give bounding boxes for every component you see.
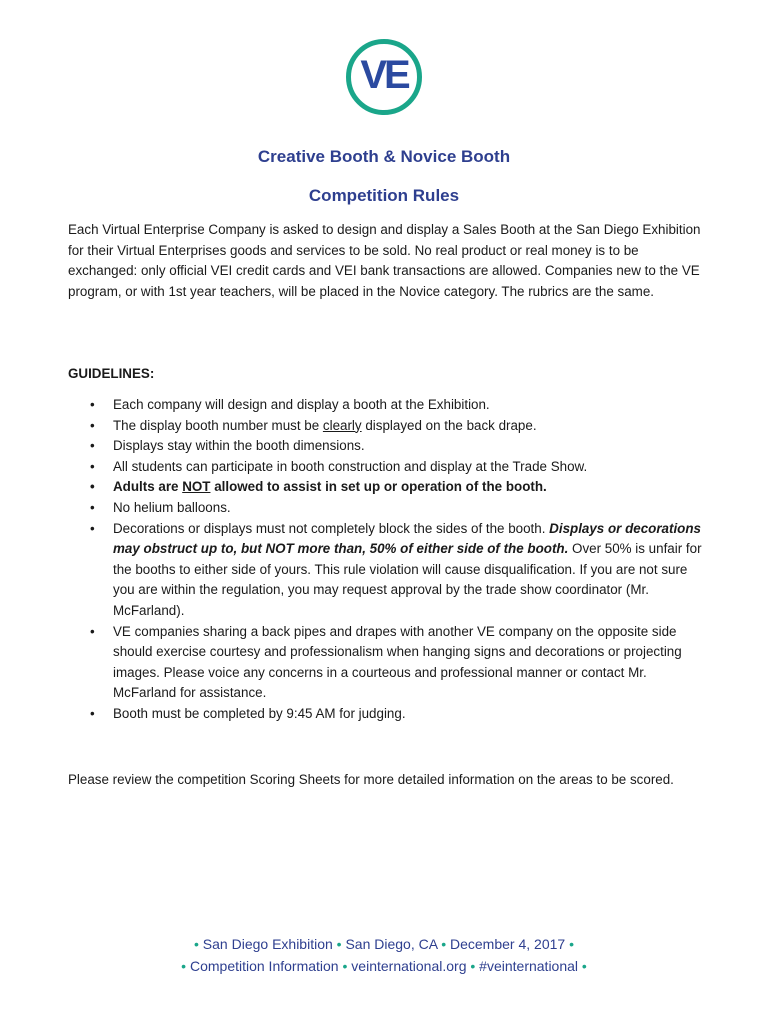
footer-line-1: • San Diego Exhibition • San Diego, CA • December 4, 2017 • (194, 936, 574, 952)
bullet-icon: • (194, 936, 199, 952)
guideline-item: • The display booth number must be clearly displayed on the back drape. (68, 416, 708, 437)
guideline-item: • No helium balloons. (68, 498, 708, 519)
emphasis-clearly: clearly (322, 417, 362, 433)
page-title: Creative Booth & Novice Booth (257, 147, 511, 166)
bullet-icon: • (336, 936, 342, 952)
guideline-item: • Booth must be completed by 9:45 AM for judging. (68, 704, 708, 725)
logo-text: VE (360, 53, 408, 97)
emphasis-obstruct-rule: Displays or decorations may obstruct up to, but NOT more than, 50% of either side of the booth. (113, 520, 701, 557)
intro-paragraph: Each Virtual Enterprise Company is asked to design and display a Sales Booth at the San Diego Exhibition for their Virtual Enterprises goods and services to be sold. No real product or real money is to be exchanged: only official VEI credit cards and VEI bank transactions are allowed. Companies new to the VE program, or with 1st year teachers, will be placed in the Novice category. The rubrics are the same. (68, 222, 701, 299)
website-link: veinternational.org (351, 958, 467, 974)
guideline-item: • Decorations or displays must not completely block the sides of the booth. Displays or decorations may obstruct up to, but NOT more than, 50% of either side of the booth. Over 50% is unfair for the booths to either side of yours. This rule violation will cause disqualification. If you are not sure you are within the regulation, you may request approval by the trade show coordinator (Mr. McFarland). (68, 519, 708, 622)
emphasis-not: NOT (182, 479, 211, 495)
guideline-item: • All students can participate in booth construction and display at the Trade Show. (68, 457, 708, 478)
guideline-item: • Displays stay within the booth dimensions. (68, 436, 708, 457)
guidelines-list (68, 395, 708, 725)
hashtag: #veinternational (479, 958, 579, 974)
bullet-icon: • (342, 958, 348, 974)
page-subtitle: Competition Rules (308, 186, 460, 205)
guideline-item: • Adults are NOT allowed to assist in set up or operation of the booth. (68, 477, 708, 498)
bullet-icon: • (441, 936, 447, 952)
guideline-item: • Each company will design and display a booth at the Exhibition. (68, 395, 708, 416)
guideline-item: • VE companies sharing a back pipes and drapes with another VE company on the opposite side should exercise courtesy and professionalism when hanging signs and decorations or projecting images. Please voice any concerns in a courteous and professional manner or contact Mr. McFarland for assistance. (68, 622, 708, 704)
footer-line-2: • Competition Information • veinternational.org • #veinternational • (181, 958, 587, 974)
closing-paragraph: Please review the competition Scoring Sheets for more detailed information on the areas to be scored. (68, 772, 674, 787)
ve-logo (346, 39, 422, 115)
bullet-icon: • (581, 958, 587, 974)
bullet-icon: • (569, 936, 574, 952)
guidelines-heading: GUIDELINES: (68, 366, 155, 381)
bullet-icon: • (181, 958, 187, 974)
bullet-icon: • (470, 958, 476, 974)
